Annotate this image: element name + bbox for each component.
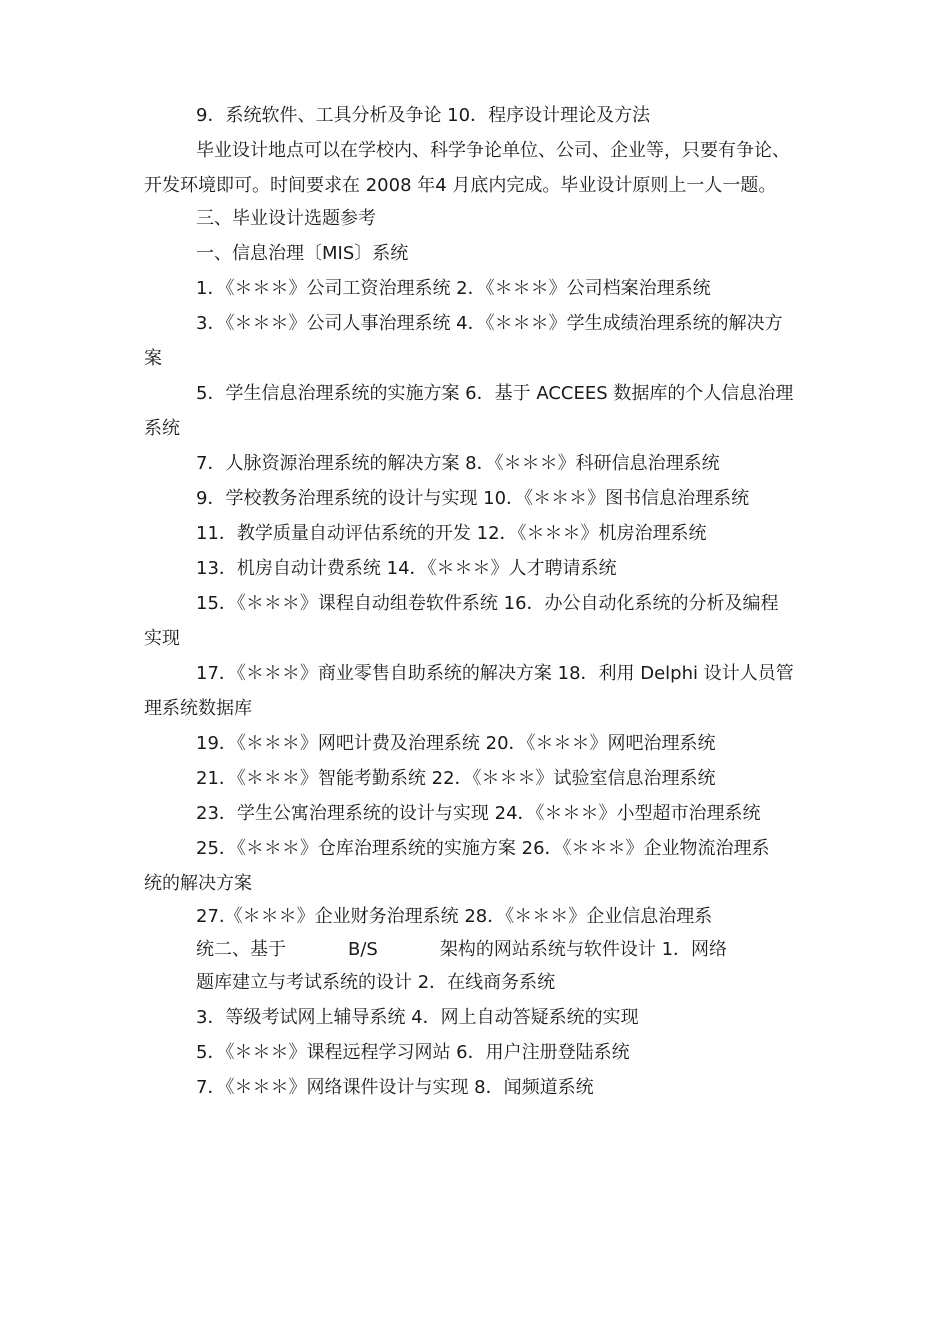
section-heading: 三、毕业设计选题参考 bbox=[196, 208, 376, 229]
text-line: 23．学生公寓治理系统的设计与实现 24．《＊＊＊》小型超市治理系统 bbox=[196, 803, 761, 824]
text-line: 3．等级考试网上辅导系统 4．网上自动答疑系统的实现 bbox=[196, 1007, 639, 1028]
text-segment: 架构的网站系统与软件设计 1．网络 bbox=[439, 939, 728, 960]
text-line: 3．《＊＊＊》公司人事治理系统 4．《＊＊＊》学生成绩治理系统的解决方 bbox=[196, 313, 783, 334]
text-line: 9．学校教务治理系统的设计与实现 10．《＊＊＊》图书信息治理系统 bbox=[196, 488, 750, 509]
text-line: 1．《＊＊＊》公司工资治理系统 2．《＊＊＊》公司档案治理系统 bbox=[196, 278, 711, 299]
text-line: 27.《＊＊＊》企业财务治理系统 28．《＊＊＊》企业信息治理系 bbox=[196, 906, 713, 927]
text-line: 21．《＊＊＊》智能考勤系统 22．《＊＊＊》试验室信息治理系统 bbox=[196, 768, 716, 789]
text-line bbox=[196, 938, 727, 962]
text-line: 系统 bbox=[144, 418, 180, 439]
text-line: 25．《＊＊＊》仓库治理系统的实施方案 26．《＊＊＊》企业物流治理系 bbox=[196, 838, 770, 859]
text-line: 题库建立与考试系统的设计 2．在线商务系统 bbox=[196, 972, 556, 993]
text-line: 19．《＊＊＊》网吧计费及治理系统 20．《＊＊＊》网吧治理系统 bbox=[196, 733, 716, 754]
text-line: 9．系统软件、工具分析及争论 10．程序设计理论及方法 bbox=[196, 105, 651, 126]
text-segment: 统二、基于 bbox=[196, 939, 286, 960]
text-line: 5．学生信息治理系统的实施方案 6．基于 ACCEES 数据库的个人信息治理 bbox=[196, 383, 794, 404]
text-line: 13．机房自动计费系统 14．《＊＊＊》人才聘请系统 bbox=[196, 558, 617, 579]
text-line: 5．《＊＊＊》课程远程学习网站 6．用户注册登陆系统 bbox=[196, 1042, 630, 1063]
text-line: 实现 bbox=[144, 628, 180, 649]
text-segment: B/S bbox=[348, 939, 378, 960]
text-line: 案 bbox=[144, 348, 162, 369]
text-line: 17．《＊＊＊》商业零售自助系统的解决方案 18．利用 Delphi 设计人员管 bbox=[196, 663, 794, 684]
text-line: 15．《＊＊＊》课程自动组卷软件系统 16．办公自动化系统的分析及编程 bbox=[196, 593, 779, 614]
text-line: 理系统数据库 bbox=[144, 698, 252, 719]
text-line: 11．教学质量自动评估系统的开发 12．《＊＊＊》机房治理系统 bbox=[196, 523, 707, 544]
section-heading: 一、信息治理〔MIS〕系统 bbox=[196, 243, 409, 264]
text-line: 7．《＊＊＊》网络课件设计与实现 8．闻频道系统 bbox=[196, 1077, 594, 1098]
text-line: 7．人脉资源治理系统的解决方案 8．《＊＊＊》科研信息治理系统 bbox=[196, 453, 720, 474]
text-line: 毕业设计地点可以在学校内、科学争论单位、公司、企业等，只要有争论、 bbox=[196, 140, 790, 161]
text-line: 开发环境即可。时间要求在 2008 年4 月底内完成。毕业设计原则上一人一题。 bbox=[144, 175, 777, 196]
text-line: 统的解决方案 bbox=[144, 873, 252, 894]
